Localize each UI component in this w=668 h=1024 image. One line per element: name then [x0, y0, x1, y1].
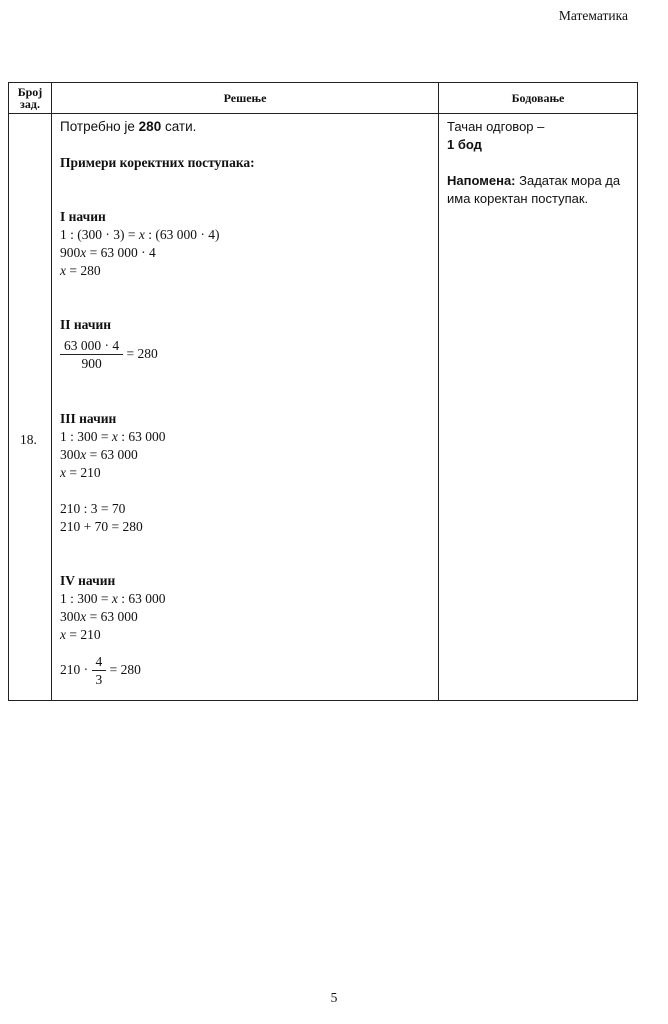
note-text: Задатак мора да има коректан поступак.	[447, 173, 621, 206]
page-header-subject: Математика	[558, 8, 628, 23]
column-header-number: Број зад.	[9, 83, 52, 114]
scoring-cell	[439, 114, 638, 701]
column-header-solution: Решење	[52, 83, 439, 114]
page-number: 5	[330, 990, 338, 1005]
method-2-result: = 280	[123, 346, 158, 361]
answer-line	[60, 118, 430, 136]
fraction-denominator: 900	[81, 356, 102, 372]
method-2-fraction-line	[60, 334, 430, 374]
method-4-fraction	[92, 653, 107, 688]
scoring-points: 1 бод	[447, 137, 482, 152]
method-2-fraction	[60, 337, 123, 372]
answer-prefix: Потребно је	[60, 119, 139, 134]
method-4-line-2: 300x = 63 000	[60, 609, 138, 624]
fraction-denominator: 3	[95, 672, 103, 688]
method-4-prefix: 210 ·	[60, 662, 92, 677]
method-1-line-2: 900x = 63 000 · 4	[60, 245, 156, 260]
table-row	[9, 114, 638, 701]
method-1-line-1: 1 : (300 · 3) = x : (63 000 · 4)	[60, 227, 220, 242]
table-header-row	[9, 83, 638, 114]
method-4-fraction-line	[60, 650, 430, 690]
method-3-line-5: 210 + 70 = 280	[60, 519, 143, 534]
note-label: Напомена:	[447, 173, 516, 188]
fraction-numerator: 4	[92, 653, 107, 671]
method-1-title: I начин	[60, 209, 106, 224]
solution-table	[8, 82, 638, 701]
scoring-note	[447, 172, 629, 208]
method-1-line-3: x = 280	[60, 263, 101, 278]
answer-suffix: сати.	[161, 119, 197, 134]
solution-cell	[52, 114, 439, 701]
method-2-title: II начин	[60, 317, 112, 332]
method-4-result: = 280	[106, 662, 141, 677]
method-3-line-4: 210 : 3 = 70	[60, 501, 126, 516]
method-3-title: III начин	[60, 411, 117, 426]
method-3-line-2: 300x = 63 000	[60, 447, 138, 462]
method-4-line-3: x = 210	[60, 627, 101, 642]
task-number: 18.	[20, 432, 37, 447]
method-3-line-1: 1 : 300 = x : 63 000	[60, 429, 166, 444]
examples-heading: Примери коректних поступака:	[60, 155, 255, 170]
fraction-numerator: 63 000 · 4	[60, 337, 123, 355]
method-4-line-1: 1 : 300 = x : 63 000	[60, 591, 166, 606]
task-number-cell	[9, 114, 52, 701]
method-4-title: IV начин	[60, 573, 116, 588]
scoring-answer-label: Тачан одговор –	[447, 119, 545, 134]
method-3-line-3: x = 210	[60, 465, 101, 480]
answer-value: 280	[138, 119, 162, 134]
column-header-scoring: Бодовање	[439, 83, 638, 114]
